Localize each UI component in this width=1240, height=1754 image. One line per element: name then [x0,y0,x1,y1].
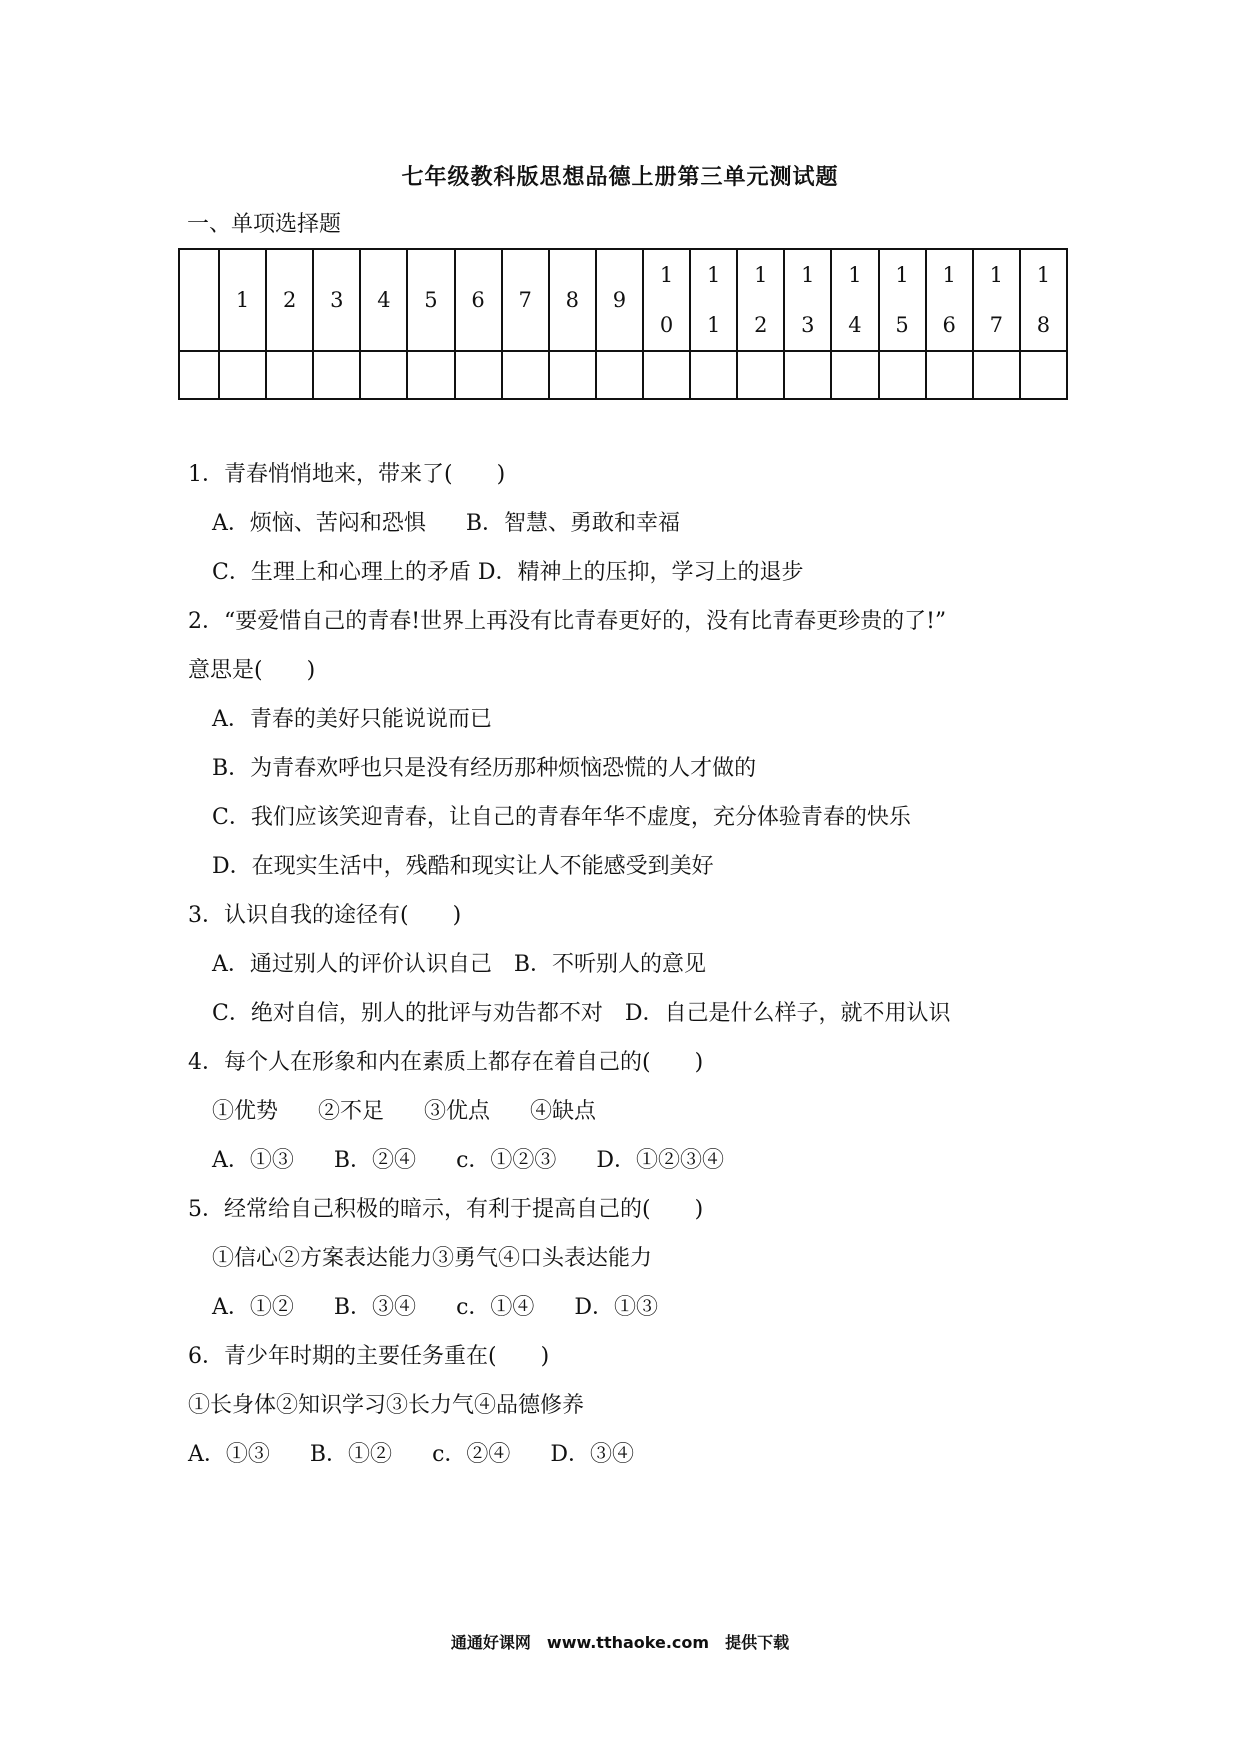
answer-number-cell: 2 [266,249,313,351]
answer-table-corner-cell [179,249,219,351]
choice-line [188,1234,1088,1283]
option-text: D．①②③④ [596,1148,725,1173]
question-stem-continued: 意思是( ) [188,658,316,683]
answer-blank-cell[interactable] [219,351,266,399]
answer-number-cell: 1 [219,249,266,351]
answer-blank-cell[interactable] [690,351,737,399]
answer-blank-cell[interactable] [737,351,784,399]
option-text: B．智慧、勇敢和幸福 [465,511,681,536]
option-text: c．②④ [432,1442,511,1467]
answer-blank-cell[interactable] [360,351,407,399]
answer-number-cell: 1 0 [643,249,690,351]
option-line [188,989,1088,1038]
choice-text: ②不足 [318,1099,385,1124]
question-list [188,450,1088,1479]
question-stem: 5．经常给自己积极的暗示，有利于提高自己的( ) [188,1197,704,1222]
option-line [188,1430,1088,1479]
answer-number-cell: 6 [455,249,502,351]
choice-text: ①信心②方案表达能力③勇气④口头表达能力 [212,1246,653,1271]
option-text: A．通过别人的评价认识自己 B．不听别人的意见 [212,952,707,977]
answer-blank-cell[interactable] [643,351,690,399]
option-text: A．①③ [212,1148,294,1173]
answer-number-cell: 1 2 [737,249,784,351]
option-text: A．①② [212,1295,294,1320]
choice-text: ④缺点 [530,1099,597,1124]
option-text: B．③④ [333,1295,417,1320]
question-stem: 6．青少年时期的主要任务重在( ) [188,1344,550,1369]
answer-number-cell: 8 [549,249,596,351]
option-line [188,695,1088,744]
option-text: D．在现实生活中，残酷和现实让人不能感受到美好 [212,854,714,879]
choice-text: ①长身体②知识学习③长力气④品德修养 [188,1393,585,1418]
option-line [188,793,1088,842]
option-text: B．为青春欢呼也只是没有经历那种烦恼恐慌的人才做的 [212,756,757,781]
answer-blank-cell[interactable] [973,351,1020,399]
answer-number-cell: 1 7 [973,249,1020,351]
option-text: D．③④ [550,1442,635,1467]
option-line [188,499,1088,548]
option-text: c．①②③ [456,1148,557,1173]
option-line [188,1136,1088,1185]
answer-blank-cell[interactable] [407,351,454,399]
answer-blank-cell[interactable] [784,351,831,399]
option-text: A．①③ [188,1442,270,1467]
option-line [188,744,1088,793]
answer-number-cell: 3 [313,249,360,351]
answer-blank-cell[interactable] [1020,351,1067,399]
answer-blank-cell[interactable] [831,351,878,399]
question-stem: 1．青春悄悄地来，带来了( ) [188,462,506,487]
option-line [188,842,1088,891]
question-stem: 2．“要爱惜自己的青春!世界上再没有比青春更好的，没有比青春更珍贵的了!” [188,609,947,634]
option-text: D．①③ [574,1295,659,1320]
option-text: C．生理上和心理上的矛盾 D．精神上的压抑，学习上的退步 [212,560,804,585]
option-text: C．我们应该笑迎青春，让自己的青春年华不虚度，充分体验青春的快乐 [212,805,911,830]
option-text: c．①④ [456,1295,535,1320]
question-stem: 3．认识自我的途径有( ) [188,903,462,928]
answer-blank-cell[interactable] [502,351,549,399]
answer-blank-cell[interactable] [879,351,926,399]
option-text: A．烦恼、苦闷和恐惧 [212,511,426,536]
answer-number-cell: 1 3 [784,249,831,351]
answer-table-answer-row [179,351,1067,399]
answer-number-cell: 1 6 [926,249,973,351]
answer-blank-cell[interactable] [596,351,643,399]
option-text: C．绝对自信，别人的批评与劝告都不对 D．自己是什么样子，就不用认识 [212,1001,951,1026]
answer-blank-cell[interactable] [549,351,596,399]
answer-number-cell: 1 1 [690,249,737,351]
option-line [188,548,1088,597]
answer-blank-cell[interactable] [926,351,973,399]
choice-text: ③优点 [424,1099,491,1124]
footer-credit: 通通好课网 www.tthaoke.com 提供下载 [450,1633,790,1652]
answer-table [178,248,1068,400]
page-title: 七年级教科版思想品德上册第三单元测试题 [401,164,839,190]
option-text: B．①② [309,1442,393,1467]
answer-number-cell: 9 [596,249,643,351]
question-stem: 4．每个人在形象和内在素质上都存在着自己的( ) [188,1050,704,1075]
answer-number-cell: 1 8 [1020,249,1067,351]
option-line [188,1283,1088,1332]
option-line [188,940,1088,989]
answer-number-cell: 5 [407,249,454,351]
section-heading: 一、单项选择题 [187,212,342,237]
choice-text: ①优势 [212,1099,279,1124]
answer-blank-cell[interactable] [266,351,313,399]
answer-number-cell: 1 5 [879,249,926,351]
answer-blank-cell[interactable] [179,351,219,399]
option-text: B．②④ [333,1148,417,1173]
option-text: A．青春的美好只能说说而已 [212,707,492,732]
answer-table-number-row [179,249,1067,351]
answer-blank-cell[interactable] [455,351,502,399]
answer-number-cell: 7 [502,249,549,351]
answer-blank-cell[interactable] [313,351,360,399]
answer-number-cell: 1 4 [831,249,878,351]
choice-line [188,1381,1088,1430]
choice-line [188,1087,1088,1136]
answer-number-cell: 4 [360,249,407,351]
